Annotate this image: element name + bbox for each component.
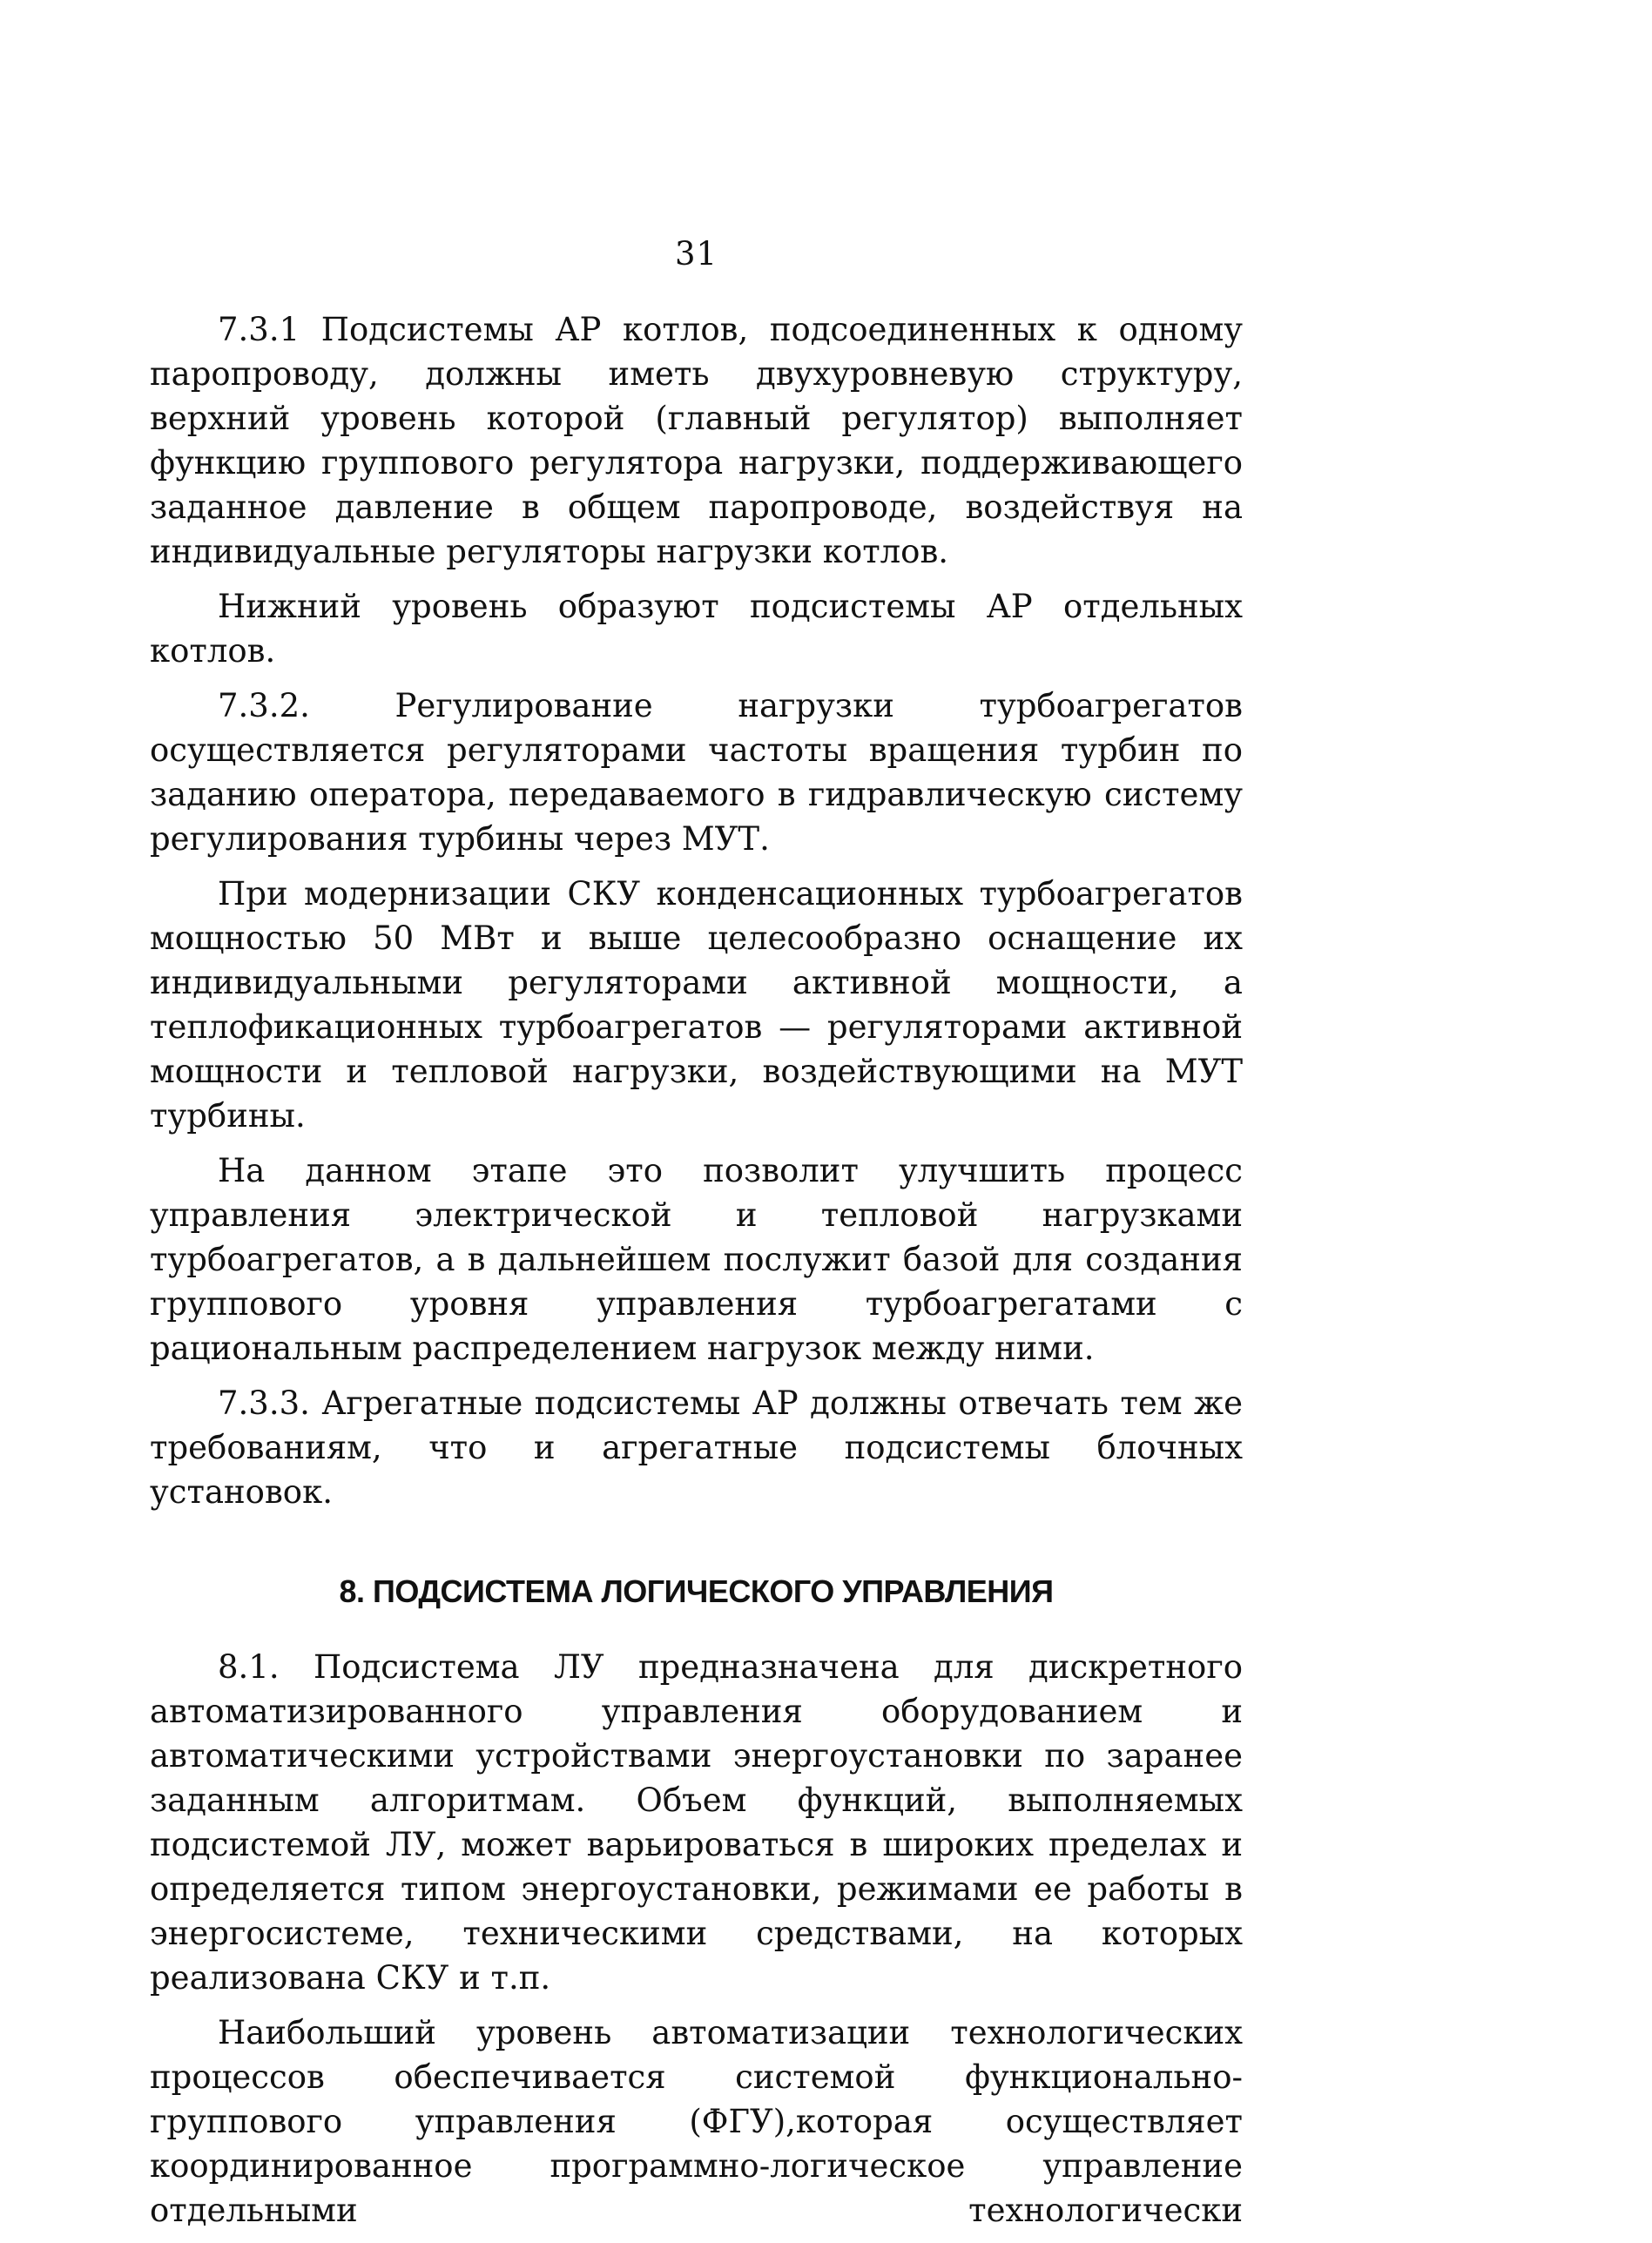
- paragraph-7-3-2: 7.3.2. Регулирование нагрузки турбоагрегатов осуществляется регуляторами частоты вращения турбин по заданию оператора, передаваемого в гидравлическую систему регулирования турбины через МУТ.: [150, 687, 1243, 858]
- paragraph-fgu: Наибольший уровень автоматизации технологических процессов обеспечивается системой функционально-группового управления (ФГУ),которая осуществляет координированное программно-логическое управление отдельными технологически: [150, 2014, 1243, 2229]
- document-page: [150, 235, 1243, 2243]
- section-heading-8: 8. ПОДСИСТЕМА ЛОГИЧЕСКОГО УПРАВЛЕНИЯ: [339, 1573, 1054, 1609]
- paragraph-7-3-1: 7.3.1 Подсистемы АР котлов, подсоединенных к одному паропроводу, должны иметь двухуровневую структуру, верхний уровень которой (главный регулятор) выполняет функцию группового регулятора нагрузки, поддерживающего заданное давление в общем паропроводе, воздействуя на индивидуальные регуляторы нагрузки котлов.: [150, 311, 1243, 570]
- paragraph-8-1: 8.1. Подсистема ЛУ предназначена для дискретного автоматизированного управления оборудованием и автоматическими устройствами энергоустановки по заранее заданным алгоритмам. Объем функций, выполняемых подсистемой ЛУ, может варьироваться в широких пределах и определяется типом энергоустановки, режимами ее работы в энергосистеме, техническими средствами, на которых реализована СКУ и т.п.: [150, 1648, 1243, 1997]
- paragraph-current-stage: На данном этапе это позволит улучшить процесс управления электрической и тепловой нагрузками турбоагрегатов, а в дальнейшем послужит базой для создания группового уровня управления турбоагрегатами с рациональным распределением нагрузок между ними.: [150, 1152, 1243, 1367]
- section-7-3: [150, 307, 1243, 1514]
- paragraph-7-3-3: 7.3.3. Агрегатные подсистемы АР должны отвечать тем же требованиям, что и агрегатные подсистемы блочных установок.: [150, 1384, 1243, 1511]
- paragraph-lower-level: Нижний уровень образуют подсистемы АР отдельных котлов.: [150, 588, 1243, 670]
- paragraph-modernization: При модернизации СКУ конденсационных турбоагрегатов мощностью 50 МВт и выше целесообразно оснащение их индивидуальными регуляторами активной мощности, а теплофикационных турбоагрегатов — регуляторами активной мощности и тепловой нагрузки, воздействующими на МУТ турбины.: [150, 875, 1243, 1135]
- section-8: [150, 1645, 1243, 2233]
- page-number: 31: [674, 235, 718, 273]
